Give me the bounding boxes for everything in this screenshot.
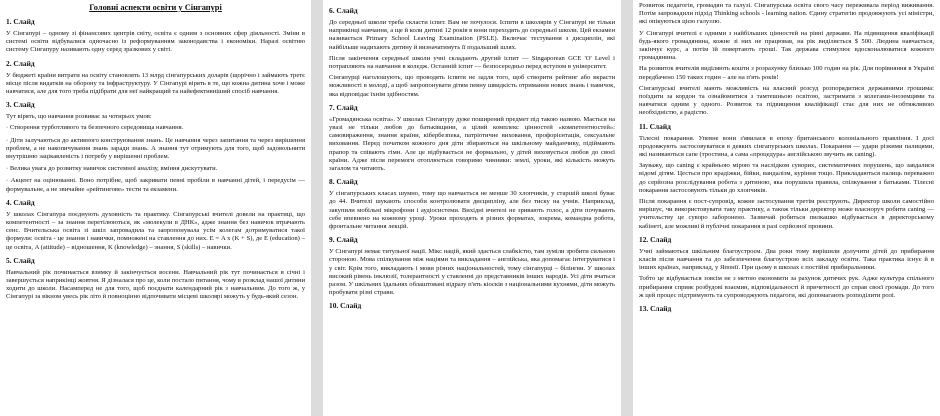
page-gap [311,0,323,416]
paragraph: Зауважу, що caning є крайньою мірою та наслідком суворих, систематичних порушень, що завдалися відомі дітям. Цесться про крадіжки, бійки, вандалізм, куріння тощо. Прикладаються палиць переважно до серйозна розслідування робота з дитиною, яка порушила правила, спілкування з батьками. Тілесні покарання застосовують тільки до хлопчиків. [639,162,934,194]
slide-heading: 5. Слайд [6,255,35,265]
slide-heading: 9. Слайд [329,235,358,245]
paragraph: У сінгапурських класах шумно, тому що навчається не менше 30 хлопчиків, у старшій школі буває до 44. Вчителі шукають способи контролювати дисципліну, але без тиску на учнів. Наприклад, закупили мобільні мікрофони і аудіосистеми. Вихідні вчителі не зривають голос, а діти почувають себе впевнено на кожному уроці. Уроки проходять в різних форматах, зокрема, командна робота, фронтальне читання лекцій. [329,190,615,231]
paragraph: У Сінгапурі вчителі є одними з найбільших цінностей на рівні держави. На підвищення кваліфікації будь-якого громадянина, кожне зі них не працював, на рік виділяється $ 500. Людина навчається, закінчує курс, а потім їй повертають гроші. Так держава стимулює вдосконалюватися кожного громадянина. [639,29,934,62]
paragraph: Тут вірять, що навчання розвиває за чотирьох умов: [6,113,152,121]
page-2-content [329,6,615,311]
slide-heading: 11. Слайд [639,121,671,131]
paragraph: У бюджеті країни витрати на освіту становлять 13 млрд сінгапурських доларів (щорічно і займають третє місце після видатків на оборону та інфраструктуру. У Сінгапурі вірять в те, що кожна дитина хоче і може навчатися, але для того треба підібрати для неї найкращий та найефективніший спосіб навчання. [6,71,305,96]
paragraph: Після закінчення середньої школи учні складають другий іспит — Singaporean GCE 'O' Level і потрапляють на навчання в коледж. Останній іспит — безпосередньо перед вступом в університет. [329,54,615,71]
paragraph: Розвиток педагогів, громадян та галузі. Сінгапурська освіта свого часу переживала період виживання. Потім запровадили підхід Thinking schools - learning nation. Єдину стратегію продовжують усі міністри, які опікуються цією галуззю. [639,2,934,26]
slide-heading: 7. Слайд [329,102,358,112]
document-title: Головні аспекти освіти у Сінгапурі [89,3,222,12]
page-3-content [639,2,934,314]
paragraph: У Сінгапурі – одному зі фінансових центрів світу, освіта є одним з основних сфер діяльності. Зміни в системі освіти відбувалися одночасно із реформуванням законодавства і економіки. Наразі освітню систему Сінгапуру називають одну серед зразкових у світі. [6,30,305,54]
paragraph: Після покарання є пост-супровід, кожне застосування третім реєструють. Директор школи самостійно вирішує, чи використовувати таку практику, а також тільки директор може власноруч робити caning — учительству це суворо заборонено. Зазвичай робиться пилкашко відбувається в директорському кабінеті, але можливі й публічні покарання в разі серйозної провини. [639,198,934,230]
slide-heading: 10. Слайд [329,301,362,311]
slide-heading: 3. Слайд [6,100,35,110]
paragraph: Тобто це відбувається зовсім не з метою економити за рахунок дитячих рук. Адже культура спільного прибирання сприяє розбудові взаємин, відповідальності й причетності до справ своєї громади. До того ж цей процес підтримують та супроводжують педагоги, які допомагають розподілити ролі. [639,275,934,299]
document-page-3 [633,0,940,416]
bullet-item: · Створення турботливого та безпечного середовища навчання. [6,124,184,132]
paragraph: «Громадянська освіта». У школах Сінгапуру дуже поширений предмет під такою назвою. Мається на увазі не тільки любов до батьківщини, а цілий комплекс цінностей «компетентностей»: самовираження, знання країни, кібербезпека, патріотичне виховання, профорієнтація, сексуальне виховання. Перед початком кожного дня діти збираються на шкільному майданчику, підіймають прапор та співають гімн. Але це відбувається не формально, у дітей виховується любов до своєї країни. Адже після перемоги отоплюється говоримо чинники: землі, уроки, які кількість можуть загалом та читають. [329,115,615,173]
bullet-item: · Діти залучаються до активного конструювання знань. Це навчання через запитання та через вирішення проблем, а не накопичування знань заради знань. А знання тут отримують для того, щоб задовольнити внутрішню зацікавленість і потребу у вирішенні проблем. [6,136,305,161]
bullet-item: · Велика увага до розвитку навичок системної аналізу, вміння дискутувати. [6,165,218,173]
page-1-content [6,17,305,302]
bullet-item: · Акцент на оцінюванні. Воно потрібне, щоб закривати певні пробіли в навчанні дітей, і передусім — формувальне, а не звичайне «рейтингове» тести та екзамени. [6,177,305,193]
paragraph: Навчальний рік починається взимку й закінчується восени. Навчальний рік тут починається в січні і завершується наприкінці жовтня. Я дізналася про це, коли постало питання, чому в розклад нашої дитини ходити до школи. Насамперед не для того, щоб поєднати календарний рік з навчальним. До того ж, у Сінгапурі за вікном увесь рік літо й повноцінно відпочивати місцеві школярі можуть у будь-який сезон. [6,268,305,301]
paragraph: У Сінгапурі немає титульної нації. Мікс націй, який здається слабкістю, там зуміли зробити сильною стороною. Мова спілкування між націями та викладання – англійська, яка допомагає інтегруватися і у світ. Крім того, викладають і мови різних національностей, тому сінгапурці – білінгви. У школах високий рівень інклюзії, толерантності у ставленні до представників інших народів. Усі діти вчаться разом. У шкільних їдальнях облаштовані відразу п'ять кіосків з національними кухнями, діти можуть пробувати різні страви. [329,248,615,297]
paragraph: Учні займаються шкільним благоустроєм. Два роки тому вирішили долучити дітей до прибирання класів після навчання та до забезпечення благоустрою всіх закладу освіти. Така практика існує й в інших країнах, наприклад, у Японії. При цьому в школах є постійні прибиральники. [639,247,934,272]
paragraph: Сінгапурські вчителі мають можливість на власний розсуд розпорядитися державними грошима: поїздити за кордон та ознайомитися з тамтешньою освітою, застримати з колегами-іноземцями та навчатися одним у одного. Розвиток та підвищення кваліфікації стає для них не обтяжливою необхідністю, а радістю. [639,84,934,117]
slide-heading: 2. Слайд [6,58,35,68]
document-page-1 [0,0,311,416]
document-page-2 [323,0,621,416]
slide-heading: 4. Слайд [6,197,35,207]
slide-heading: 1. Слайд [6,17,35,26]
paragraph: Тілесні покарання. Упевне вони з'явилася в епоху британського колоніального правління. І досі продовжують застосовуватися в деяких сінгапурських школах. Покарання — удари різкими палицями, які називаються caпе (тростина, а сама «процедура» англійською звучить як caning). [639,134,934,159]
slide-heading: 6. Слайд [329,6,358,15]
paragraph: Сінгапурці наголошують, що проводять іспити не задля того, щоб створити рейтинг або вкрасти можливості в молоді, а щоб запропонувати дітям певну швидкість отримання нових знань і навичок, яка відповідає їхнім здібностям. [329,74,615,98]
paragraph: У школах Сінгапура поєднують духовність та практику. Сінгапурські вчителі довели на практиці, що компетентності – за знання перетілюються, як «молекули в ДНК», адже знання без навичок втрачають сенс. Вчительська освіта зі шкіл запровадила та запропонувала усім колегам дотримуватися такої формули: освіта - це знання і навички, помножені на ставлення до них. Е = A x (K + S), де E (education) – це освіта, A (attitude) – відношення, K (knowledge) – знання, S (skills) – навички. [6,210,305,251]
paragraph: До середньої школи треба скласти іспит. Вам не почулося. Іспити в школярів у Сінгапурі не тільки наприкінці навчання, а ще й коли дитині 12 років в вони переходять до середньої школи. Цей екзамен називається Primary School Leaving Examination (PSLE). Включає тестування з дисциплін, які найбільше надихають дитину й визначатимуть її подальший шлях. [329,19,616,51]
slide-heading: 8. Слайд [329,177,358,187]
slide-heading: 13. Слайд [639,304,672,314]
page-gap [621,0,633,416]
paragraph: На розвиток вчителів виділяють кошти з розрахунку близько 100 годин на рік. Для порівняння в Україні передбачено 150 таких годин – але на п'ять років! [639,65,934,81]
slide-heading: 12. Слайд [639,234,672,244]
